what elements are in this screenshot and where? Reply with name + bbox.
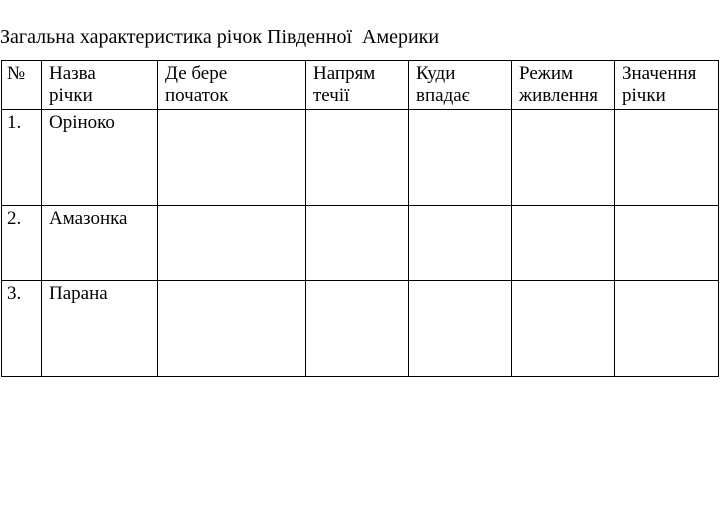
header-cell-feeding-regime: Режим живлення [512,61,615,110]
feeding-regime-cell[interactable] [512,110,615,206]
mouth-cell[interactable] [409,110,512,206]
row-number-cell: 2. [2,206,42,281]
source-cell[interactable] [158,281,306,377]
source-cell[interactable] [158,206,306,281]
header-cell-mouth: Куди впадає [409,61,512,110]
table-header-row [2,61,719,110]
rivers-table [1,60,719,377]
significance-cell[interactable] [615,281,719,377]
feeding-regime-cell[interactable] [512,281,615,377]
table-row [2,206,719,281]
header-cell-flow-direction: Напрям течії [306,61,409,110]
significance-cell[interactable] [615,110,719,206]
river-name-cell: Парана [42,281,158,377]
flow-direction-cell[interactable] [306,206,409,281]
row-number-cell: 3. [2,281,42,377]
river-name-cell: Оріноко [42,110,158,206]
flow-direction-cell[interactable] [306,110,409,206]
row-number-cell: 1. [2,110,42,206]
mouth-cell[interactable] [409,281,512,377]
mouth-cell[interactable] [409,206,512,281]
header-cell-river-name: Назва річки [42,61,158,110]
significance-cell[interactable] [615,206,719,281]
feeding-regime-cell[interactable] [512,206,615,281]
table-row [2,110,719,206]
river-name-cell: Амазонка [42,206,158,281]
header-cell-number: № [2,61,42,110]
table-row [2,281,719,377]
header-cell-significance: Значення річки [615,61,719,110]
document-title: Загальна характеристика річок Південної Америки [0,26,440,48]
flow-direction-cell[interactable] [306,281,409,377]
source-cell[interactable] [158,110,306,206]
header-cell-source: Де бере початок [158,61,306,110]
